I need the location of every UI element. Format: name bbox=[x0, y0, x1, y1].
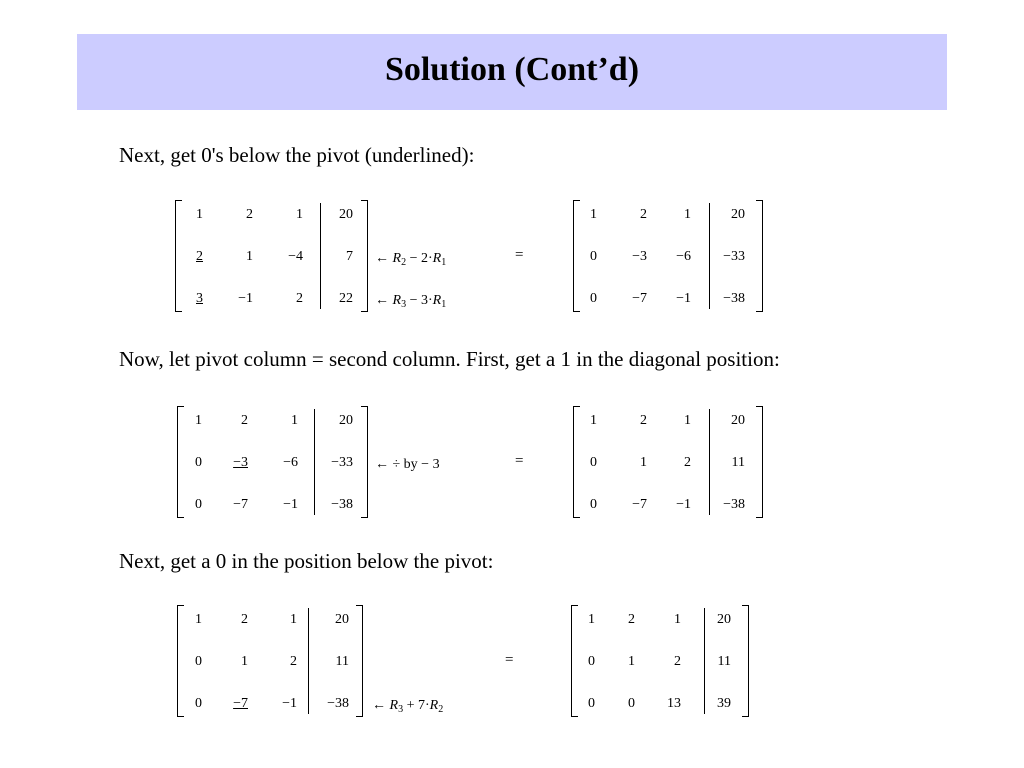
matrix-cell: 20 bbox=[339, 207, 353, 222]
right-bracket bbox=[756, 200, 763, 312]
row-symbol: R bbox=[432, 293, 442, 308]
instruction-3: Next, get a 0 in the position below the pivot: bbox=[119, 549, 494, 573]
matrix-cell: −6 bbox=[676, 249, 691, 264]
operation-coefficient: + 7· bbox=[403, 698, 430, 713]
right-bracket bbox=[742, 605, 749, 717]
matrix-cell: 1 bbox=[684, 207, 691, 222]
row-symbol: R bbox=[392, 293, 402, 308]
matrix-cell: 1 bbox=[196, 207, 203, 222]
right-bracket bbox=[361, 406, 368, 518]
matrix-right-1 bbox=[573, 200, 763, 312]
matrix-right-2 bbox=[573, 406, 763, 518]
operation-text: ÷ by − 3 bbox=[389, 457, 440, 472]
row-operation bbox=[375, 251, 446, 267]
arrow-icon: ← bbox=[372, 698, 386, 713]
equals-sign: = bbox=[505, 652, 514, 668]
matrix-cell: −6 bbox=[283, 455, 298, 470]
matrix-cell: 2 bbox=[684, 455, 691, 470]
matrix-cell: −7 bbox=[632, 497, 647, 512]
row-index: 3 bbox=[398, 704, 404, 715]
instruction-1: Next, get 0's below the pivot (underlined): bbox=[119, 143, 475, 167]
matrix-cell: 1 bbox=[195, 413, 202, 428]
row-index: 1 bbox=[441, 257, 447, 268]
row-operation bbox=[375, 457, 440, 473]
row-index: 2 bbox=[438, 704, 444, 715]
matrix-cell: 20 bbox=[339, 413, 353, 428]
row-symbol: R bbox=[392, 251, 402, 266]
matrix-cell: 2 bbox=[196, 249, 203, 264]
arrow-icon: ← bbox=[375, 293, 389, 308]
matrix-right-3 bbox=[571, 605, 749, 717]
matrix-cell: 2 bbox=[640, 207, 647, 222]
matrix-cell: −1 bbox=[676, 497, 691, 512]
matrix-cell: −4 bbox=[288, 249, 303, 264]
matrix-cell: 1 bbox=[241, 654, 248, 669]
matrix-cell: 22 bbox=[339, 291, 353, 306]
matrix-cell: 1 bbox=[684, 413, 691, 428]
row-symbol: R bbox=[389, 698, 399, 713]
matrix-cell: 11 bbox=[335, 654, 349, 669]
row-symbol: R bbox=[432, 251, 442, 266]
matrix-cell: 11 bbox=[717, 654, 731, 669]
row-index: 1 bbox=[441, 299, 447, 310]
instruction-2: Now, let pivot column = second column. First, get a 1 in the diagonal position: bbox=[119, 347, 780, 371]
matrix-cell: −38 bbox=[723, 291, 745, 306]
matrix-cell: 0 bbox=[590, 249, 597, 264]
operation-coefficient: − 3· bbox=[406, 293, 433, 308]
equals-sign: = bbox=[515, 247, 524, 263]
matrix-cell: 2 bbox=[241, 413, 248, 428]
matrix-cell: 2 bbox=[674, 654, 681, 669]
matrix-cell: −1 bbox=[238, 291, 253, 306]
matrix-cell: 20 bbox=[335, 612, 349, 627]
matrix-cell: −7 bbox=[632, 291, 647, 306]
arrow-icon: ← bbox=[375, 457, 389, 472]
matrix-cell: 2 bbox=[246, 207, 253, 222]
row-operation bbox=[372, 698, 443, 714]
row-symbol: R bbox=[429, 698, 439, 713]
matrix-cell: 1 bbox=[628, 654, 635, 669]
matrix-cell: 0 bbox=[588, 654, 595, 669]
matrix-left-3 bbox=[177, 605, 363, 717]
matrix-cell: 7 bbox=[346, 249, 353, 264]
matrix-cell: −38 bbox=[331, 497, 353, 512]
matrix-left-1 bbox=[175, 200, 368, 312]
matrix-cell: 1 bbox=[290, 612, 297, 627]
matrix-cell: 1 bbox=[195, 612, 202, 627]
row-operation bbox=[375, 293, 446, 309]
matrix-cell: −1 bbox=[282, 696, 297, 711]
title-banner bbox=[77, 34, 947, 110]
matrix-cell: 0 bbox=[590, 497, 597, 512]
matrix-cell: 3 bbox=[196, 291, 203, 306]
matrix-cell: 0 bbox=[195, 654, 202, 669]
equals-sign: = bbox=[515, 453, 524, 469]
matrix-cell: 1 bbox=[588, 612, 595, 627]
matrix-cell: 0 bbox=[588, 696, 595, 711]
slide-title: Solution (Cont’d) bbox=[384, 51, 640, 88]
operation-coefficient: − 2· bbox=[406, 251, 433, 266]
matrix-cell: 1 bbox=[590, 413, 597, 428]
matrix-cell: −38 bbox=[723, 497, 745, 512]
matrix-cell: −3 bbox=[233, 455, 248, 470]
matrix-cell: 2 bbox=[628, 612, 635, 627]
matrix-cell: −1 bbox=[283, 497, 298, 512]
matrix-cell: 0 bbox=[195, 696, 202, 711]
matrix-cell: 0 bbox=[590, 291, 597, 306]
matrix-cell: −7 bbox=[233, 497, 248, 512]
row-index: 3 bbox=[401, 299, 407, 310]
matrix-cell: 1 bbox=[590, 207, 597, 222]
matrix-left-2 bbox=[177, 406, 368, 518]
matrix-cell: 0 bbox=[628, 696, 635, 711]
matrix-cell: 0 bbox=[195, 497, 202, 512]
right-bracket bbox=[356, 605, 363, 717]
matrix-cell: 1 bbox=[674, 612, 681, 627]
matrix-cell: 1 bbox=[291, 413, 298, 428]
matrix-cell: −33 bbox=[331, 455, 353, 470]
matrix-cell: 39 bbox=[717, 696, 731, 711]
matrix-cell: 20 bbox=[731, 413, 745, 428]
row-index: 2 bbox=[401, 257, 407, 268]
matrix-cell: 0 bbox=[590, 455, 597, 470]
matrix-cell: 2 bbox=[640, 413, 647, 428]
matrix-cell: 2 bbox=[290, 654, 297, 669]
arrow-icon: ← bbox=[375, 251, 389, 266]
right-bracket bbox=[756, 406, 763, 518]
matrix-cell: −38 bbox=[327, 696, 349, 711]
matrix-cell: 13 bbox=[667, 696, 681, 711]
right-bracket bbox=[361, 200, 368, 312]
matrix-cell: 1 bbox=[640, 455, 647, 470]
matrix-cell: 0 bbox=[195, 455, 202, 470]
matrix-cell: −33 bbox=[723, 249, 745, 264]
matrix-cell: −1 bbox=[676, 291, 691, 306]
matrix-cell: −3 bbox=[632, 249, 647, 264]
matrix-cell: 1 bbox=[296, 207, 303, 222]
matrix-cell: −7 bbox=[233, 696, 248, 711]
matrix-cell: 20 bbox=[717, 612, 731, 627]
matrix-cell: 11 bbox=[731, 455, 745, 470]
matrix-cell: 1 bbox=[246, 249, 253, 264]
matrix-cell: 2 bbox=[296, 291, 303, 306]
matrix-cell: 20 bbox=[731, 207, 745, 222]
matrix-cell: 2 bbox=[241, 612, 248, 627]
